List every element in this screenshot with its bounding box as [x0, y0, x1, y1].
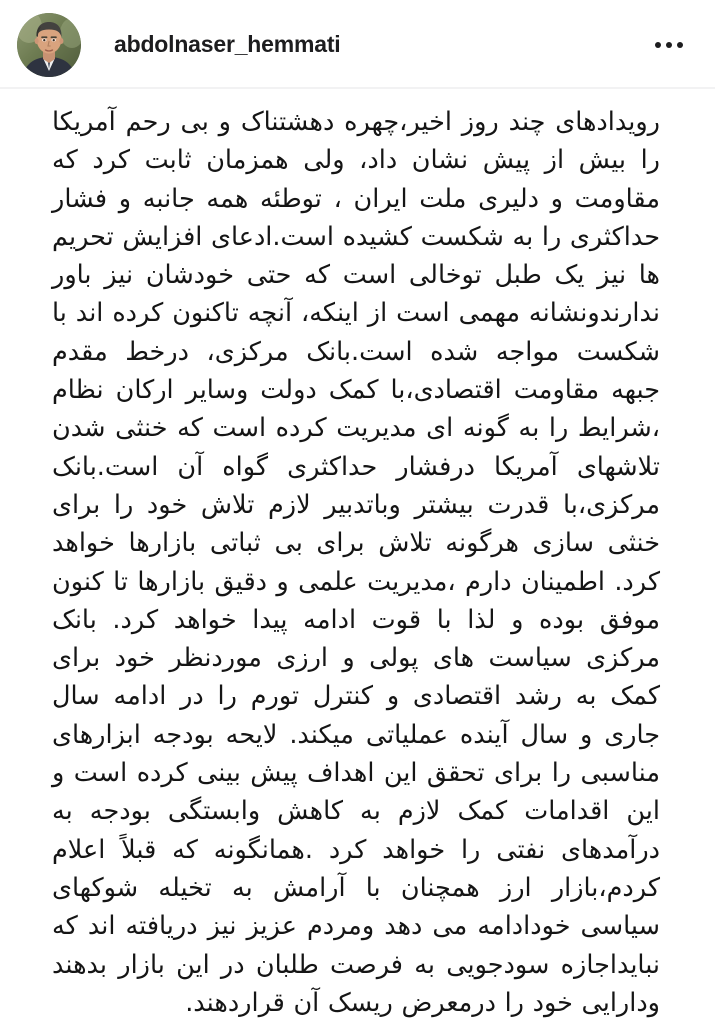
more-options-icon[interactable]	[651, 32, 687, 58]
post-caption-text: رویدادهای چند روز اخیر،چهره دهشتناک و بی رحم آمریکا را بیش از پیش نشان داد، ولی همزمان ثابت کرد که مقاومت و دلیری ملت ایران ، توطئه همه جانبه و فشار حداکثری را به شکست کشیده است.ادعای افزایش تحریم ها نیز یک طبل توخالی است که حتی خودشان نیز باور ندارندونشانه مهمی است از اینکه، آنچه تاکنون کرده اند با شکست مواجه شده است.بانک مرکزی، درخط مقدم جبهه مقاومت اقتصادی،با کمک دولت وسایر ارکان نظام ،شرایط را به گونه ای مدیریت کرده است که خنثی شدن تلاشهای آمریکا درفشار حداکثری گواه آن است.بانک مرکزی،با قدرت بیشتر وباتدبیر لازم تلاش خود را برای خنثی سازی هرگونه تلاش برای بی ثباتی بازارها خواهد کرد. اطمینان دارم ،مدیریت علمی و دقیق بازارها تا کنون موفق بوده و لذا با قوت ادامه پیدا خواهد کرد. بانک مرکزی سیاست های پولی و ارزی موردنظر خود برای کمک به رشد اقتصادی و کنترل تورم را در ادامه سال جاری و سال آینده عملیاتی میکند. لایحه بودجه ابزارهای مناسبی را برای تحقق این اهداف پیش بینی کرده است و این اقدامات کمک لازم به کاهش وابستگی بودجه به درآمدهای نفتی را خواهد کرد .همانگونه که قبلاً اعلام کردم،بازار ارز همچنان با آرامش به تخیله شوکهای سیاسی خودادامه می دهد ومردم عزیز نیز دریافته اند که نبایداجازه سودجویی به فرصت طلبان در این بازار بدهند ودارایی خود را درمعرض ریسک آن قراردهند.	[52, 107, 660, 1018]
more-dot-1	[655, 42, 661, 48]
avatar[interactable]	[17, 13, 81, 77]
username-label[interactable]: abdolnaser_hemmati	[114, 31, 341, 57]
post-header	[0, 0, 715, 89]
more-dot-3	[677, 42, 683, 48]
post-body	[0, 89, 715, 1022]
header-divider	[0, 87, 715, 89]
more-dot-2	[666, 42, 672, 48]
username-container[interactable]	[81, 31, 651, 58]
avatar-photo-icon	[17, 13, 81, 77]
